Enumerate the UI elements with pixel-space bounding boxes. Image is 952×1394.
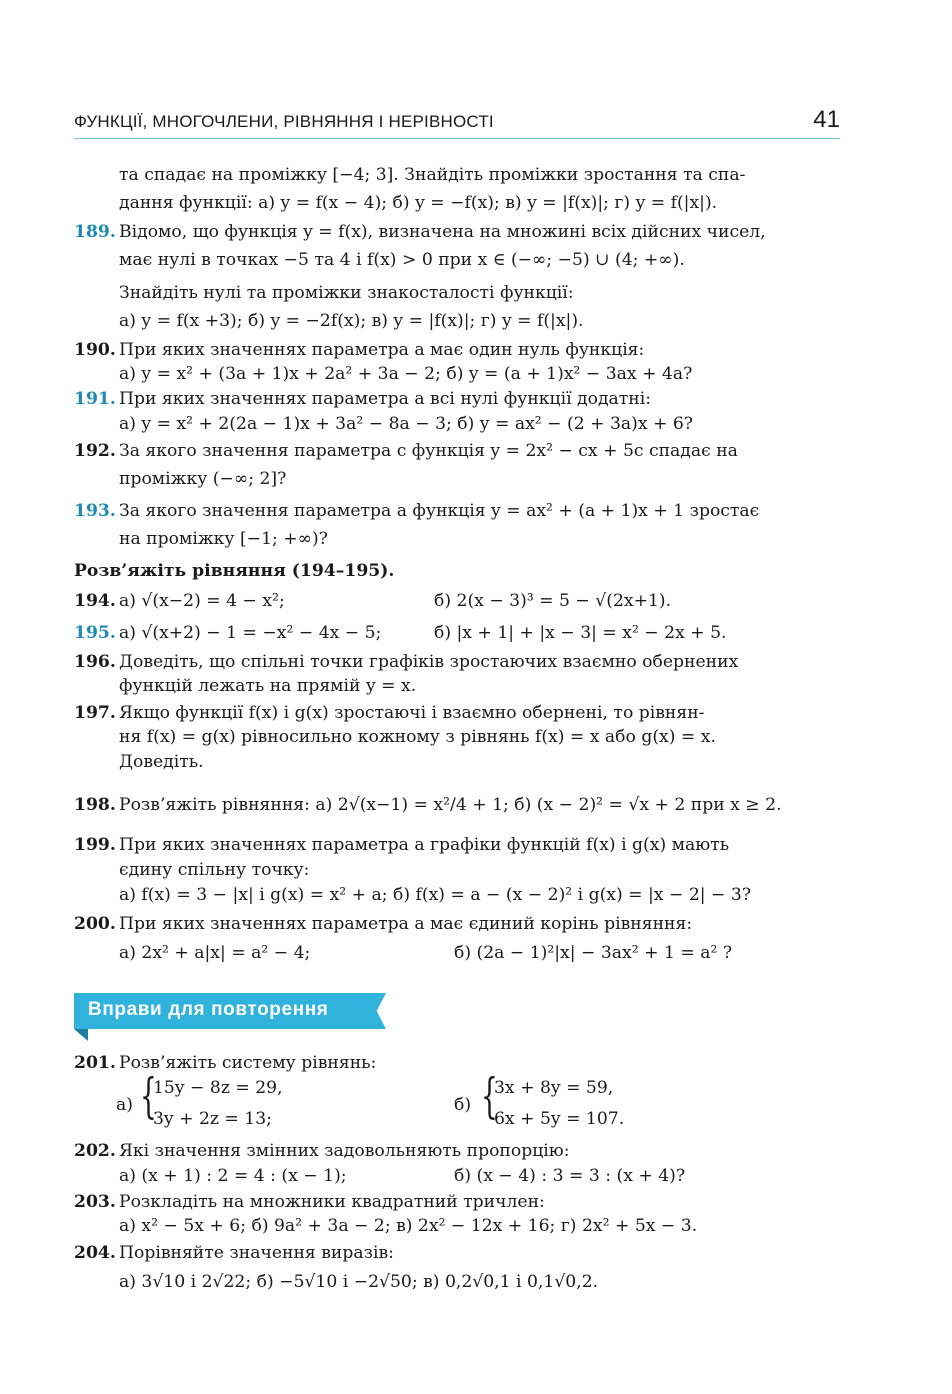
text-line: функцій лежать на прямій y = x. bbox=[119, 676, 417, 696]
section-banner-title: Вправи для повторення bbox=[88, 999, 329, 1020]
text-line: а) (x + 1) : 2 = 4 : (x − 1); bbox=[119, 1166, 347, 1186]
text-line: За якого значення параметра a функція y = ax² + (a + 1)x + 1 зростає bbox=[119, 501, 760, 521]
text-line: а) 3√10 і 2√22; б) −5√10 і −2√50; в) 0,2√0,1 і 0,1√0,2. bbox=[119, 1272, 599, 1292]
text-line: б) (x − 4) : 3 = 3 : (x + 4)? bbox=[454, 1166, 686, 1186]
exercise-number: 201. bbox=[74, 1053, 116, 1073]
text-line: Якщо функції f(x) і g(x) зростаючі і взаємно обернені, то рівнян- bbox=[119, 703, 705, 723]
text-line: а) √(x−2) = 4 − x²; bbox=[119, 591, 285, 611]
text-line: має нулі в точках −5 та 4 і f(x) > 0 при x ∈ (−∞; −5) ∪ (4; +∞). bbox=[119, 250, 685, 270]
exercise-number: 189. bbox=[74, 222, 116, 242]
section-heading: Розв’яжіть рівняння (194–195). bbox=[74, 561, 395, 581]
text-line: Порівняйте значення виразів: bbox=[119, 1243, 394, 1263]
exercise-number: 194. bbox=[74, 591, 116, 611]
exercise-number: 202. bbox=[74, 1141, 116, 1161]
text-line: Доведіть. bbox=[119, 752, 204, 772]
text-line: б) (2a − 1)²|x| − 3ax² + 1 = a² ? bbox=[454, 943, 733, 963]
text-line: а) f(x) = 3 − |x| і g(x) = x² + a; б) f(x) = a − (x − 2)² і g(x) = |x − 2| − 3? bbox=[119, 885, 752, 905]
text-line: ня f(x) = g(x) рівносильно кожному з рівнянь f(x) = x або g(x) = x. bbox=[119, 727, 716, 747]
exercise-number: 198. bbox=[74, 795, 116, 815]
page-header bbox=[74, 104, 840, 139]
equation-line: 3x + 8y = 59, bbox=[494, 1078, 614, 1098]
exercise-number: 196. bbox=[74, 652, 116, 672]
text-line: Знайдіть нулі та проміжки знакосталості функції: bbox=[119, 283, 574, 303]
exercise-number: 197. bbox=[74, 703, 116, 723]
exercise-number: 192. bbox=[74, 441, 116, 461]
exercise-number: 195. bbox=[74, 623, 116, 643]
text-line: За якого значення параметра c функція y = 2x² − cx + 5c спадає на bbox=[119, 441, 738, 461]
exercise-number: 200. bbox=[74, 914, 116, 934]
page-number: 41 bbox=[813, 106, 840, 133]
text-line: При яких значеннях параметра a має єдиний корінь рівняння: bbox=[119, 914, 693, 934]
equation-line: 15y − 8z = 29, bbox=[153, 1078, 283, 1098]
text-line: При яких значеннях параметра a всі нулі функції додатні: bbox=[119, 389, 652, 409]
text-line: проміжку (−∞; 2]? bbox=[119, 469, 287, 489]
text-line: б) |x + 1| + |x − 3| = x² − 2x + 5. bbox=[434, 623, 727, 643]
exercise-number: 193. bbox=[74, 501, 116, 521]
text-line: а) 2x² + a|x| = a² − 4; bbox=[119, 943, 311, 963]
equation-line: 3y + 2z = 13; bbox=[153, 1109, 272, 1129]
text-line: єдину спільну точку: bbox=[119, 860, 310, 880]
text-line: Розв’яжіть рівняння: а) 2√(x−1) = x²/4 + 1; б) (x − 2)² = √x + 2 при x ≥ 2. bbox=[119, 795, 782, 815]
exercise-number: 190. bbox=[74, 340, 116, 360]
system-brace: { bbox=[140, 1068, 157, 1124]
text-line: б) bbox=[454, 1095, 472, 1115]
text-line: а) y = f(x +3); б) y = −2f(x); в) y = |f(x)|; г) y = f(|x|). bbox=[119, 311, 584, 331]
text-line: дання функції: а) y = f(x − 4); б) y = −f(x); в) y = |f(x)|; г) y = f(|x|). bbox=[119, 193, 718, 213]
text-line: та спадає на проміжку [−4; 3]. Знайдіть проміжки зростання та спа- bbox=[119, 165, 746, 185]
text-line: а) y = x² + 2(2a − 1)x + 3a² − 8a − 3; б) y = ax² − (2 + 3a)x + 6? bbox=[119, 414, 694, 434]
text-line: При яких значеннях параметра a має один нуль функція: bbox=[119, 340, 645, 360]
banner-fold bbox=[74, 1029, 88, 1041]
exercise-number: 204. bbox=[74, 1243, 116, 1263]
text-line: Доведіть, що спільні точки графіків зростаючих взаємно обернених bbox=[119, 652, 739, 672]
text-line: а) √(x+2) − 1 = −x² − 4x − 5; bbox=[119, 623, 382, 643]
text-line: Розв’яжіть систему рівнянь: bbox=[119, 1053, 377, 1073]
text-line: Які значення змінних задовольняють пропорцію: bbox=[119, 1141, 570, 1161]
text-line: При яких значеннях параметра a графіки функцій f(x) і g(x) мають bbox=[119, 835, 730, 855]
text-line: Розкладіть на множники квадратний тричлен: bbox=[119, 1192, 545, 1212]
text-line: а) y = x² + (3a + 1)x + 2a² + 3a − 2; б) y = (a + 1)x² − 3ax + 4a? bbox=[119, 364, 693, 384]
running-title: ФУНКЦІЇ, МНОГОЧЛЕНИ, РІВНЯННЯ І НЕРІВНОСТІ bbox=[74, 112, 494, 131]
exercise-number: 191. bbox=[74, 389, 116, 409]
text-line: б) 2(x − 3)³ = 5 − √(2x+1). bbox=[434, 591, 672, 611]
text-line: на проміжку [−1; +∞)? bbox=[119, 529, 328, 549]
exercise-number: 203. bbox=[74, 1192, 116, 1212]
system-brace: { bbox=[481, 1068, 498, 1124]
exercise-number: 199. bbox=[74, 835, 116, 855]
equation-line: 6x + 5y = 107. bbox=[494, 1109, 625, 1129]
text-line: а) bbox=[116, 1095, 133, 1115]
text-line: Відомо, що функція y = f(x), визначена на множині всіх дійсних чисел, bbox=[119, 222, 766, 242]
text-line: а) x² − 5x + 6; б) 9a² + 3a − 2; в) 2x² − 12x + 16; г) 2x² + 5x − 3. bbox=[119, 1216, 698, 1236]
